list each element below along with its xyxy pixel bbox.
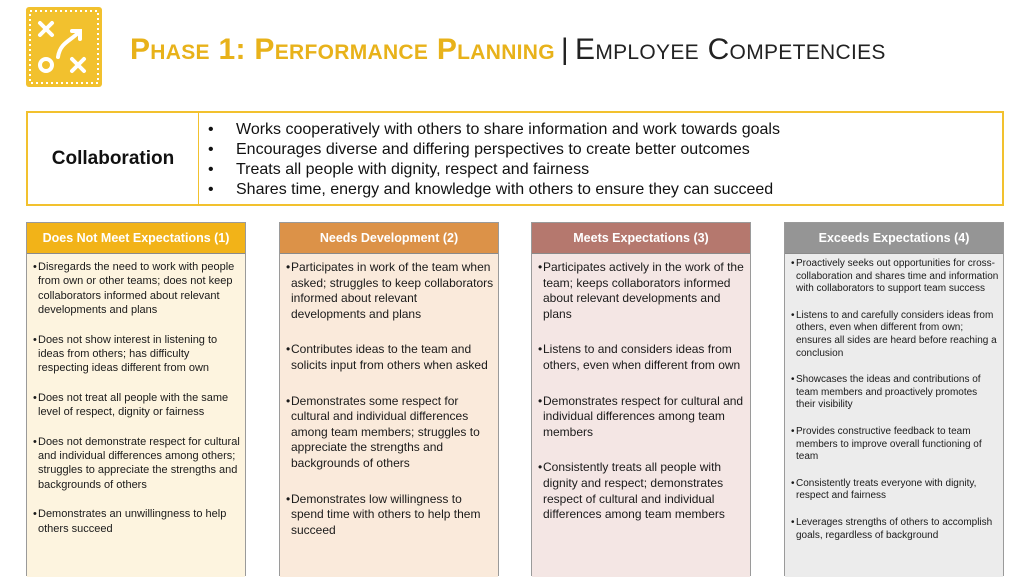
column-heading: Exceeds Expectations (4) [785,223,1003,254]
competency-bullet: • Shares time, energy and knowledge with others to ensure they can succeed [208,181,774,198]
competency-bullet: • Works cooperatively with others to share information and work towards goals [208,121,780,138]
rating-column-exceeds [784,222,1004,576]
list-item: • Listens to and carefully considers ideas from others, even when different from own; ensures all sides are heard before reaching a conclusion [791,309,997,359]
list-item: • Does not demonstrate respect for cultural and individual differences among others; struggles to appreciate the strengths and backgrounds of others [33,435,240,491]
competency-bullet: • Treats all people with dignity, respect and fairness [208,161,590,178]
rating-column-does-not-meet [26,222,246,576]
column-body [27,254,245,577]
list-item: • Consistently treats everyone with dignity, respect and fairness [791,477,977,502]
list-item: • Leverages strengths of others to accomplish goals, regardless of background [791,516,993,541]
competency-bullets [199,113,1002,204]
column-heading: Needs Development (2) [280,223,498,254]
title-topic: Employee Competencies [575,33,886,66]
column-body [532,254,750,577]
list-item: • Demonstrates low willingness to spend time with others to help them succeed [286,491,481,537]
list-item: • Provides constructive feedback to team members to improve overall functioning of team [791,425,982,463]
list-item: • Proactively seeks out opportunities for cross-collaboration and shares time and information with collaborators to support team success [791,258,999,295]
list-item: • Participates in work of the team when asked; struggles to keep collaborators informed about relevant developments and plans [286,260,494,321]
competency-name: Collaboration [28,113,199,204]
column-heading: Meets Expectations (3) [532,223,750,254]
title-phase: Phase 1: Performance Planning [130,33,555,66]
list-item: • Demonstrates respect for cultural and individual differences among team members [538,393,744,439]
list-item: • Demonstrates an unwillingness to help others succeed [33,508,227,535]
rating-column-meets [531,222,751,576]
list-item: • Does not treat all people with the same level of respect, dignity or fairness [33,391,229,419]
column-heading: Does Not Meet Expectations (1) [27,223,245,254]
list-item: • Disregards the need to work with people from own or other teams; does not keep collaborators informed about relevant developments and plans [33,261,235,317]
list-item: • Contributes ideas to the team and solicits input from others when asked [286,342,488,372]
column-body [280,254,498,577]
title-separator: | [560,33,570,66]
page-title [130,31,886,69]
list-item: • Listens to and considers ideas from others, even when different from own [538,342,741,372]
strategy-play-icon [26,7,102,87]
list-item: • Demonstrates some respect for cultural and individual differences among team members; struggles to appreciate the strengths and backgrounds of others [286,393,480,470]
list-item: • Does not show interest in listening to ideas from others; has difficulty respecting ideas different from own [33,333,218,375]
rating-column-needs-development [279,222,499,576]
competency-definition-box [26,111,1004,206]
list-item: • Showcases the ideas and contributions of team members and proactively promotes their visibility [791,374,981,411]
list-item: • Consistently treats all people with dignity and respect; demonstrates respect of cultural and individual differences among team members [538,460,725,522]
column-body [785,254,1003,577]
competency-bullet: • Encourages diverse and differing perspectives to create better outcomes [208,141,750,158]
list-item: • Participates actively in the work of the team; keeps collaborators informed about relevant developments and plans [538,260,744,321]
